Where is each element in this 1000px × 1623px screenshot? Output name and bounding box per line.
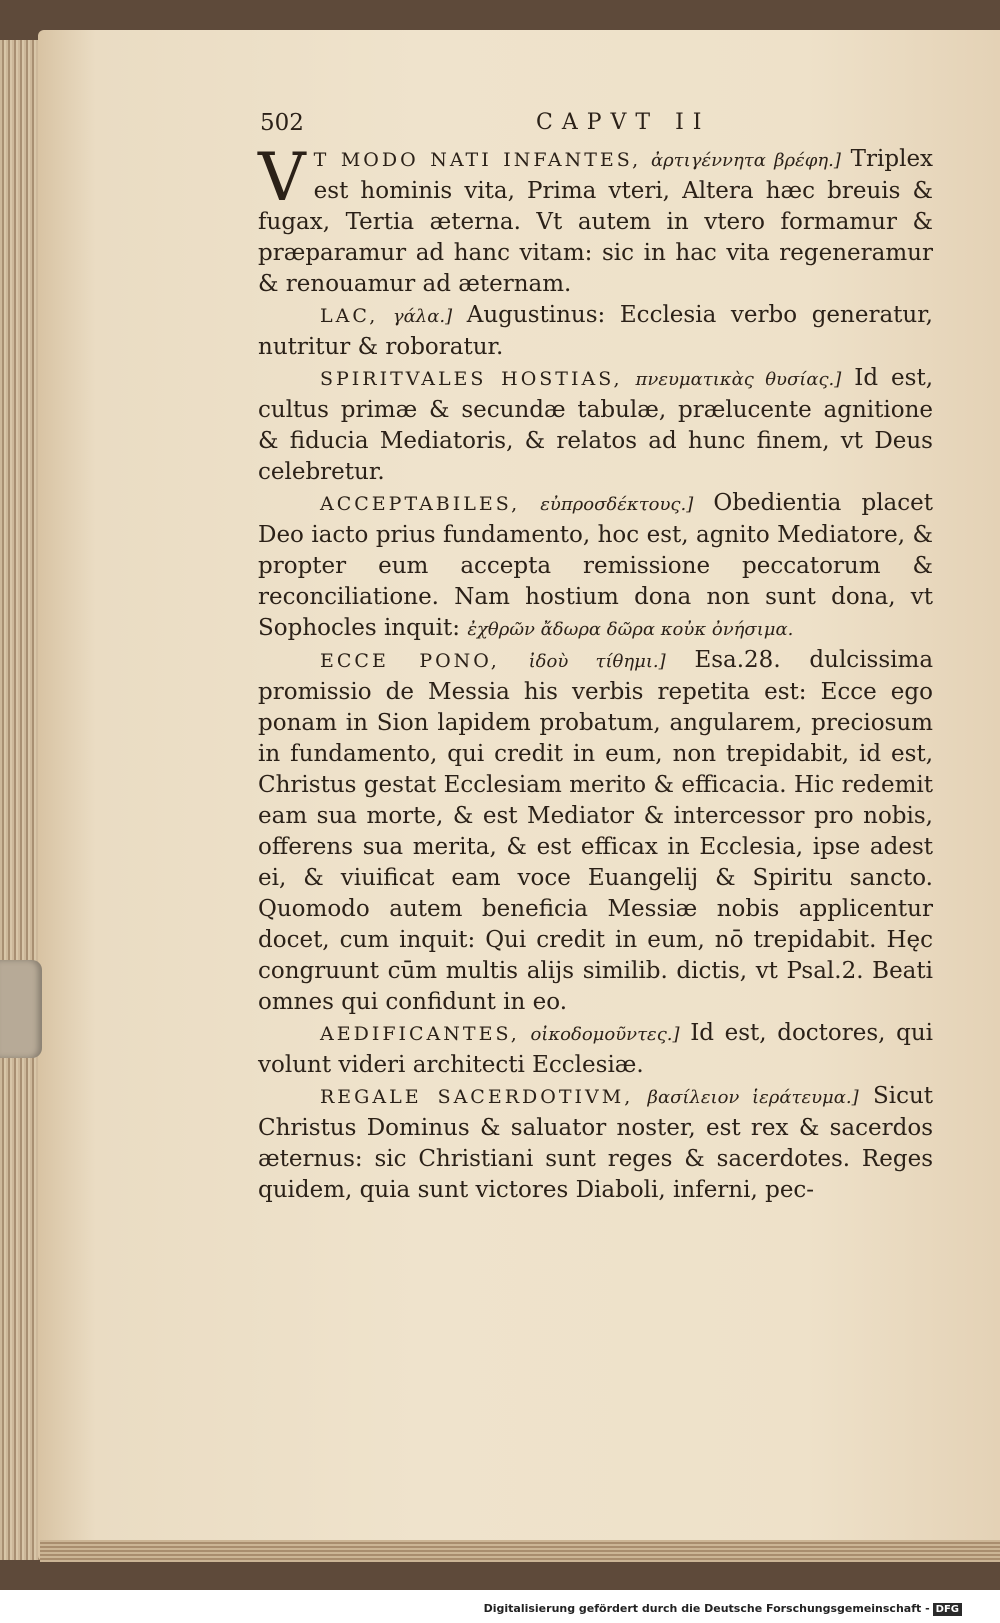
greek-lemma: πνευματικὰς θυσίας.] bbox=[635, 369, 842, 390]
paragraph-2 bbox=[258, 300, 933, 363]
commentary-text: Augustinus: Ecclesia verbo generatur, nutritur & roboratur. bbox=[258, 302, 933, 360]
lemma: T MODO NATI INFANTES, bbox=[313, 149, 642, 171]
lemma: REGALE SACERDOTIVM, bbox=[320, 1086, 634, 1108]
greek-lemma: ἀρτιγέννητα βρέφη.] bbox=[650, 150, 841, 171]
paragraph-1 bbox=[258, 139, 934, 300]
drop-cap: V bbox=[258, 139, 306, 216]
greek-lemma: ἰδοὺ τίθημι.] bbox=[528, 651, 666, 672]
lemma: ECCE PONO, bbox=[320, 650, 500, 672]
lemma: SPIRITVALES HOSTIAS, bbox=[320, 368, 623, 390]
greek-quotation: ἐχθρῶν ἄδωρα δῶρα κοὐκ ὀνήσιμα. bbox=[467, 619, 794, 640]
paragraph-7 bbox=[258, 1081, 933, 1206]
book-clasp bbox=[0, 960, 42, 1058]
lemma: AEDIFICANTES, bbox=[320, 1023, 520, 1045]
funding-credit bbox=[484, 1602, 962, 1616]
greek-lemma: εὐπροσδέκτους.] bbox=[540, 494, 694, 515]
greek-lemma: οἰκοδομοῦντες.] bbox=[530, 1024, 680, 1045]
paragraph-5 bbox=[258, 645, 933, 1018]
lemma: ACCEPTABILES, bbox=[320, 493, 521, 515]
lemma: LAC, bbox=[320, 305, 379, 327]
paragraph-3 bbox=[258, 363, 933, 488]
commentary-text: Triplex est hominis vita, Prima vteri, Altera hæc breuis & fugax, Tertia æterna. Vt autem in vtero formamur & præparamur ad hanc vitam: sic in hac vita regeneramur & renouamur ad æternam. bbox=[258, 146, 934, 297]
paragraph-6 bbox=[258, 1018, 933, 1081]
greek-lemma: βασίλειον ἱεράτευμα.] bbox=[647, 1087, 859, 1108]
page-header bbox=[258, 110, 933, 144]
page-text-block bbox=[258, 110, 933, 1206]
running-title: CAPVT II bbox=[536, 110, 711, 135]
funding-credit-text: Digitalisierung gefördert durch die Deutsche Forschungsgemeinschaft - bbox=[483, 1602, 930, 1615]
greek-lemma: γάλα.] bbox=[392, 306, 453, 327]
book-bottom-edge bbox=[40, 1540, 1000, 1562]
commentary-text: Id est, doctores, qui volunt videri architecti Ecclesiæ. bbox=[258, 1020, 934, 1078]
commentary-text: Esa.28. dulcissima promissio de Messia his verbis repetita est: Ecce ego ponam in Sion lapidem probatum, angularem, preciosum in fundamento, qui credit in eum, non trepidabit, id est, Christus gestat Ecclesiam merito & efficacia. Hic redemit eam sua morte, & est Mediator & intercessor pro nobis, offerens sua merita, & est efficax in Ecclesia, ipse adest ei, & viuificat eam voce Euangelij & Spiritu sancto. Quomodo autem beneficia Messiæ nobis applicentur docet, cum inquit: Qui credit in eum, nō trepidabit. Hęc congruunt cūm multis alijs similib. dictis, vt Psal.2. Beati omnes qui confidunt in eo. bbox=[258, 647, 934, 1015]
commentary-text: Sicut Christus Dominus & saluator noster, est rex & sacerdos æternus: sic Christiani sunt reges & sacerdotes. Reges quidem, quia sunt victores Diaboli, inferni, pec- bbox=[258, 1083, 934, 1203]
folio-number: 502 bbox=[260, 110, 304, 136]
commentary-text: Id est, cultus primæ & secundæ tabulæ, prælucente agnitione & fiducia Mediatoris, & relatos ad hunc finem, vt Deus celebretur. bbox=[258, 365, 934, 485]
commentary-text: Obedientia placet Deo iacto prius fundamento, hoc est, agnito Mediatore, & propter eum accepta remissione peccatorum & reconciliatione. Nam hostium dona non sunt dona, vt Sophocles inquit: bbox=[258, 490, 933, 641]
dfg-logo: DFG bbox=[933, 1603, 962, 1616]
paragraph-4 bbox=[258, 488, 933, 645]
